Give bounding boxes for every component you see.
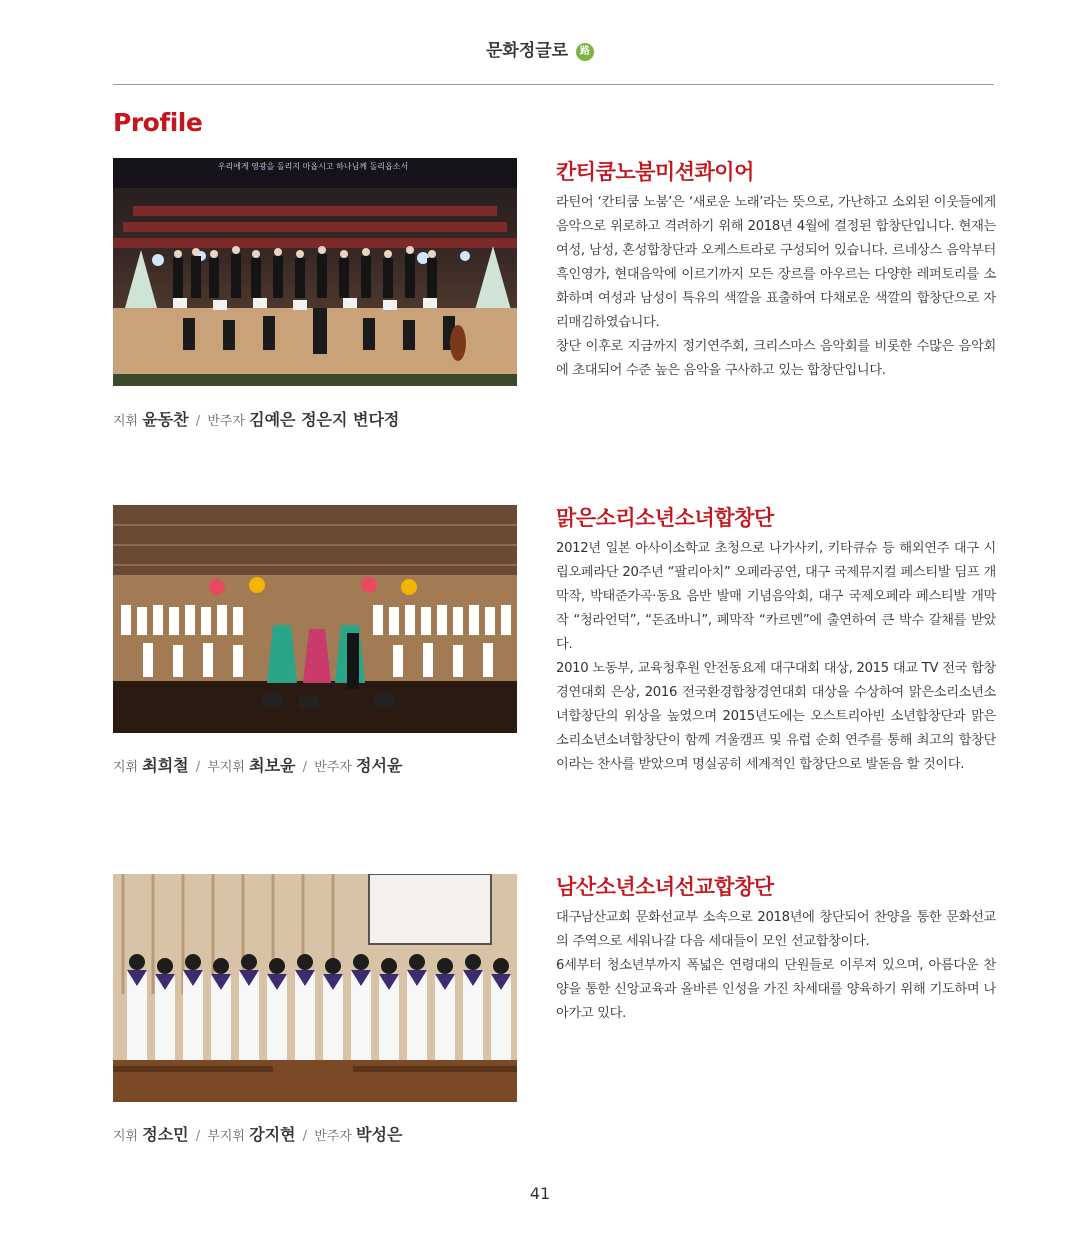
credit-separator: / <box>195 414 201 429</box>
description-paragraph: 2010 노동부, 교육청후원 안전동요제 대구대회 대상, 2015 대교 TV 전국 합창경연대회 은상, 2016 전국환경합창경연대회 대상을 수상하여 맑은소리소년소녀합창단의 위상을 높였으며 2015년도에는 오스트리아빈 소년합창단과 맑은소리소년소녀합창단이 함께 겨울캠프 및 유럽 순회 연주를 통해 최고의 합창단 이라는 찬사를 받았으며 명실공히 세계적인 합창단으로 발돋음 할 것이다. <box>556 661 996 772</box>
description-paragraph: 창단 이후로 지금까지 정기연주회, 크리스마스 음악회를 비롯한 수많은 음악회에 초대되어 수준 높은 음악을 구사하고 있는 합창단입니다. <box>556 339 996 378</box>
credit-role: 부지휘 <box>207 760 245 775</box>
credit-role: 반주자 <box>314 1129 352 1144</box>
choir-credits-namsan <box>113 1122 402 1145</box>
credit-role: 반주자 <box>314 760 352 775</box>
magazine-header <box>0 36 1080 61</box>
choir-description-namsan <box>556 906 996 1026</box>
credit-role: 지휘 <box>113 760 139 775</box>
credit-role: 지휘 <box>113 414 139 429</box>
credit-name: 최보윤 <box>249 756 296 775</box>
credit-name: 박성은 <box>356 1125 403 1144</box>
choir-credits-malgeunsori <box>113 753 402 776</box>
credit-separator: / <box>195 1129 201 1144</box>
choir-description-canticum <box>556 191 996 383</box>
credit-name: 강지현 <box>249 1125 296 1144</box>
photo-caption-banner: 우리에게 영광을 돌리지 마옵시고 하나님께 돌리옵소서 <box>217 162 409 171</box>
magazine-title: 문화정글로 <box>485 41 569 61</box>
description-paragraph: 대구남산교회 문화선교부 소속으로 2018년에 창단되어 찬양을 통한 문화선교의 주역으로 세워나갈 다음 세대들이 모인 선교합창이다. <box>556 910 996 949</box>
credit-role: 지휘 <box>113 1129 139 1144</box>
section-title: Profile <box>113 108 203 137</box>
description-paragraph: 2012년 일본 아사이소학교 초청으로 나가사키, 키타큐슈 등 해외연주 대구 시립오페라단 20주년 “팔리아치” 오페라공연, 대구 국제뮤지컬 페스티발 딤프 개막작, 박태준가곡·동요 음반 발매 기념음악회, 대구 국제오페라 페스티발 개막작 “청라언덕”, “돈죠바니”, 폐막작 “카르멘”에 출연하여 큰 박수 갈채를 받았다. <box>556 541 996 652</box>
credit-name: 윤동찬 <box>142 410 189 429</box>
credit-role: 반주자 <box>207 414 245 429</box>
choir-title-malgeunsori: 맑은소리소년소녀합창단 <box>556 506 774 530</box>
credit-name: 최희철 <box>142 756 189 775</box>
choir-credits-canticum <box>113 407 399 430</box>
choir-photo-canticum <box>113 158 517 386</box>
choir-photo-namsan <box>113 874 517 1102</box>
credit-separator: / <box>195 760 201 775</box>
credit-role: 부지휘 <box>207 1129 245 1144</box>
choir-description-malgeunsori <box>556 537 996 777</box>
credit-separator: / <box>302 1129 308 1144</box>
choir-photo-malgeunsori <box>113 505 517 733</box>
credit-name: 정서윤 <box>356 756 403 775</box>
credit-name: 김예은 정은지 변다정 <box>249 410 400 429</box>
credit-separator: / <box>302 760 308 775</box>
description-paragraph: 6세부터 청소년부까지 폭넓은 연령대의 단원들로 이루져 있으며, 아름다운 찬양을 통한 신앙교육과 올바른 인성을 가진 차세대를 양육하기 위해 기도하며 나아가고 있다. <box>556 958 996 1021</box>
choir-title-canticum: 칸티쿰노붐미션콰이어 <box>556 160 754 184</box>
header-divider <box>113 84 994 85</box>
magazine-logo-badge: 路 <box>576 43 594 61</box>
credit-name: 정소민 <box>142 1125 189 1144</box>
page-number: 41 <box>529 1184 551 1203</box>
description-paragraph: 라틴어 ‘칸티쿰 노붐’은 ‘새로운 노래’라는 뜻으로, 가난하고 소외된 이웃들에게 음악으로 위로하고 격려하기 위해 2018년 4월에 결정된 합창단입니다. 현재는 여성, 남성, 혼성합창단과 오케스트라로 구성되어 있습니다. 르네상스 음악부터 흑인영가, 현대음악에 이르기까지 모든 장르를 아우르는 다양한 레퍼토리를 소화하며 여성과 남성이 특유의 색깔을 표출하여 다채로운 색깔의 합창단으로 자리매김하였습니다. <box>556 195 996 330</box>
choir-title-namsan: 남산소년소녀선교합창단 <box>556 875 774 899</box>
